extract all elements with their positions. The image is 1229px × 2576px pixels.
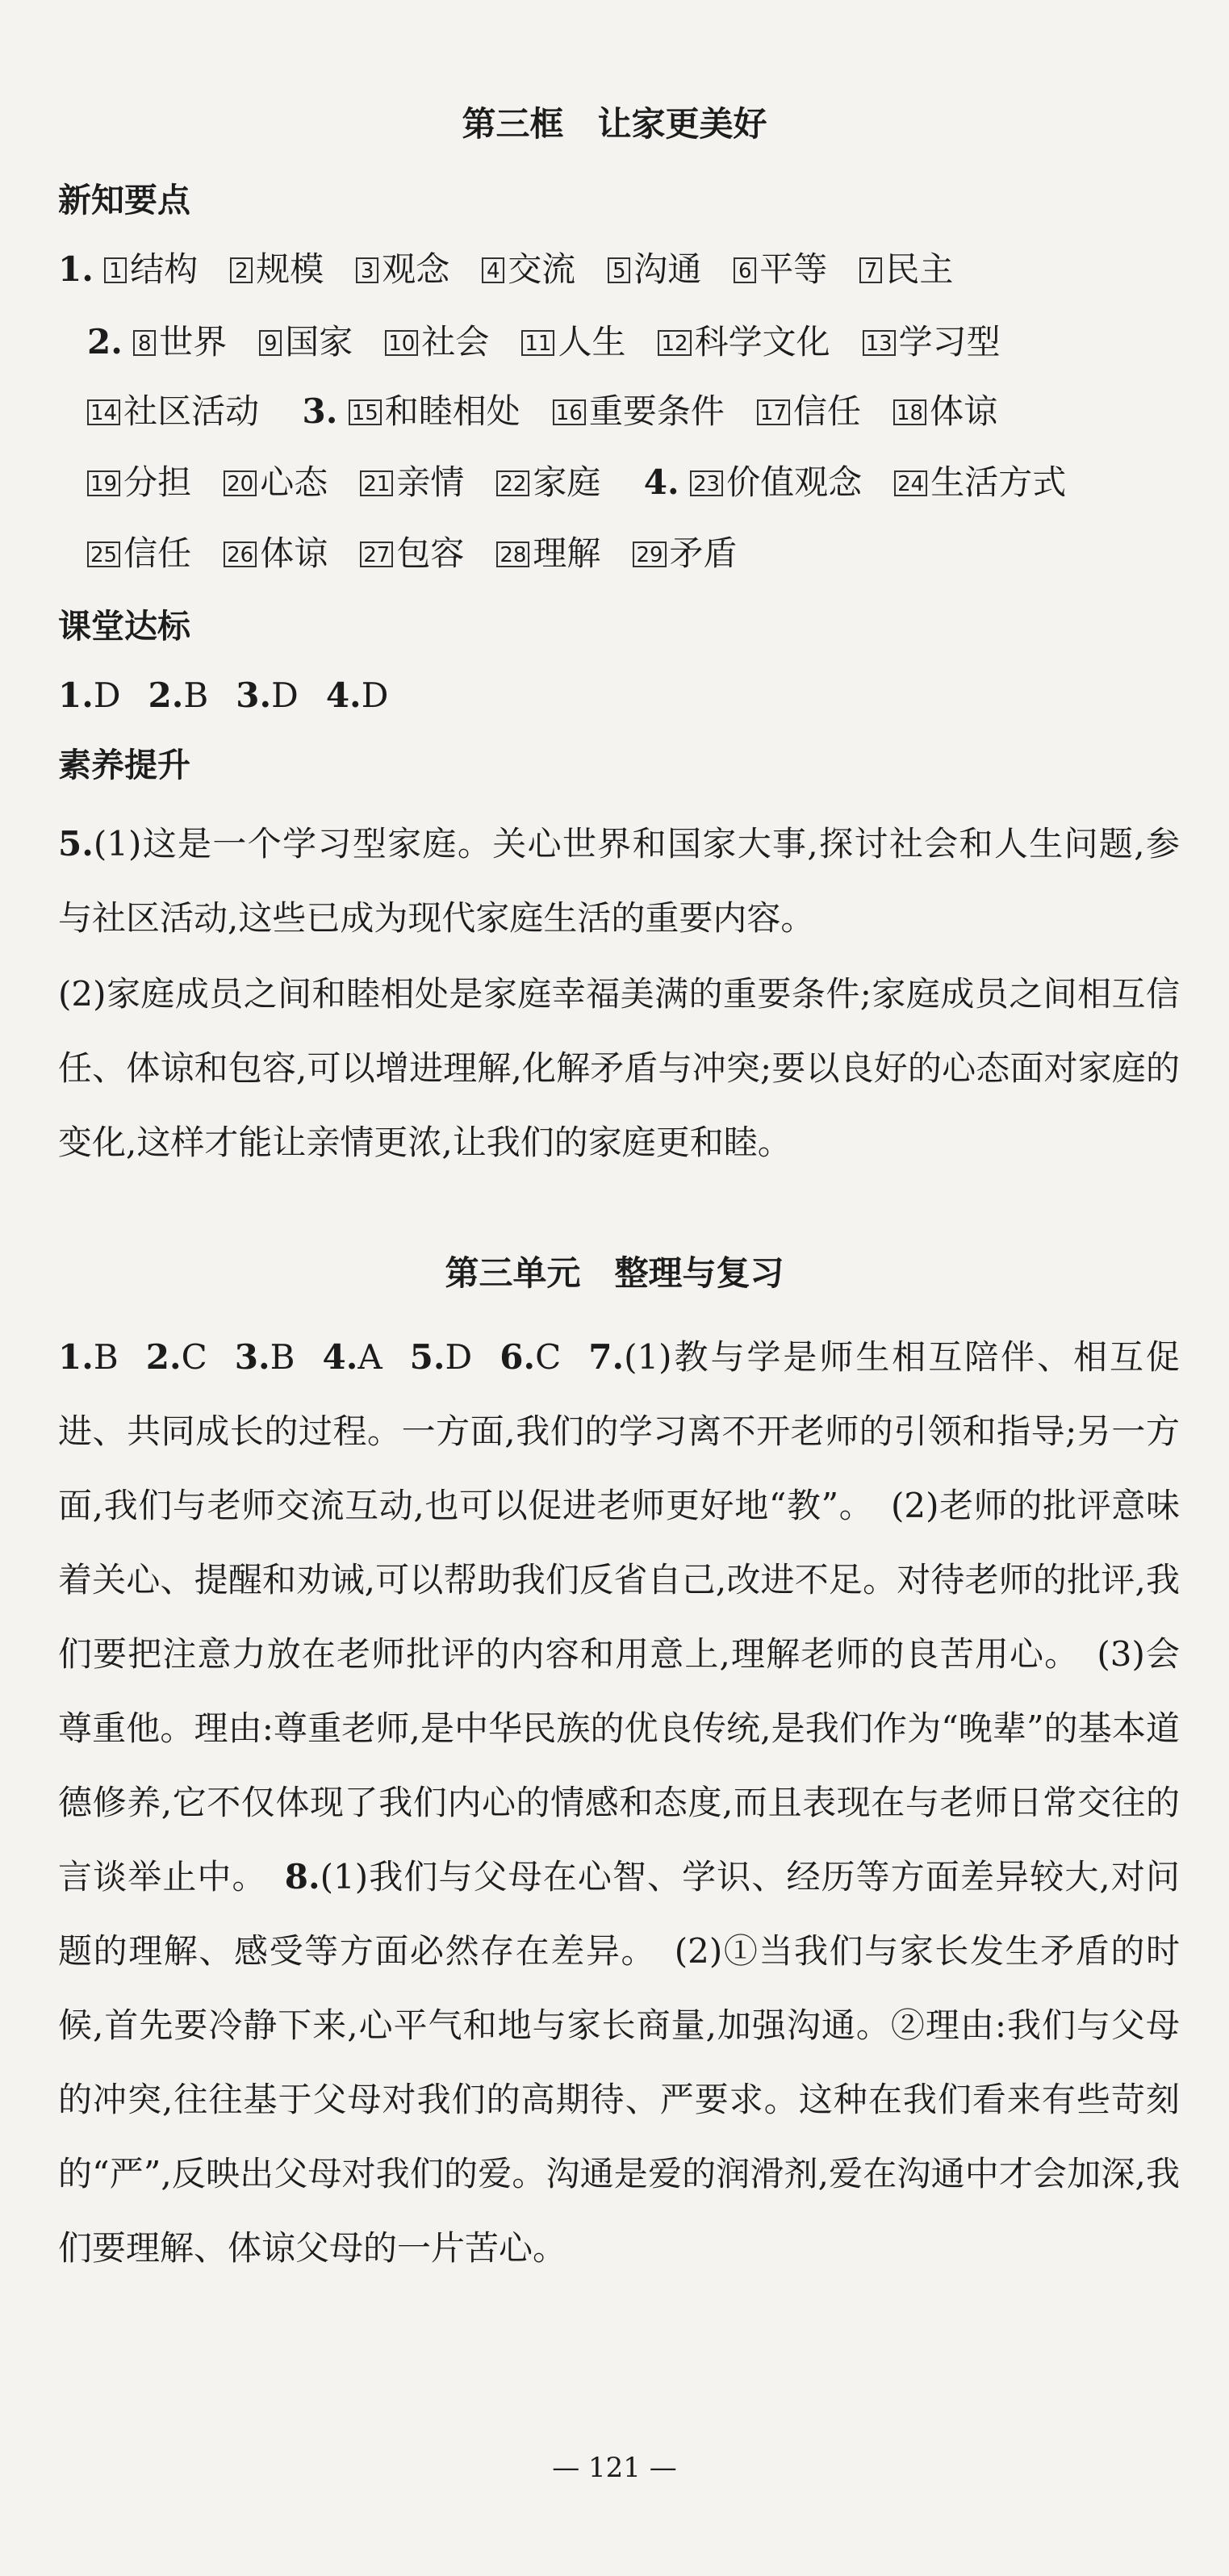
blank-number-box: 17	[757, 399, 790, 425]
q3-items	[349, 391, 1030, 431]
blank-number-box: 20	[224, 470, 257, 496]
blank-number-box: 25	[87, 542, 120, 567]
choice-number: 1.	[58, 675, 94, 715]
choice-answer	[58, 1320, 119, 1395]
blank-number-box: 18	[893, 399, 926, 425]
blank-answer-text: 国家	[285, 322, 353, 362]
choice-number: 6.	[500, 1337, 536, 1377]
blank-answer	[633, 533, 737, 575]
blank-answer-text: 信任	[793, 391, 862, 431]
blank-answer	[863, 321, 1001, 363]
unit-title: 第三单元 整理与复习	[445, 1253, 784, 1293]
choice-number: 5.	[409, 1337, 445, 1377]
unit-mc-answers	[58, 1337, 588, 1377]
blank-number-box: 9	[259, 330, 282, 356]
blank-answer	[893, 391, 997, 433]
blank-number-box: 14	[87, 399, 120, 425]
choice-number: 3.	[236, 675, 272, 715]
q1-items	[104, 249, 985, 289]
unit-review	[58, 1320, 1180, 2285]
blank-number-box: 15	[349, 399, 382, 425]
blank-answer	[87, 462, 191, 504]
blank-number-box: 1	[104, 257, 127, 283]
blank-number-box: 5	[608, 257, 630, 283]
q5-number: 5.	[58, 824, 94, 864]
blank-answer-text: 科学文化	[694, 322, 830, 362]
blank-answer-text: 规模	[256, 249, 324, 289]
blank-answer-text: 重要条件	[588, 391, 725, 431]
blank-answer	[658, 321, 830, 363]
blank-answer-text: 沟通	[633, 249, 702, 289]
choice-answer	[148, 675, 209, 717]
choice-letter: D	[361, 675, 389, 715]
choice-letter: C	[181, 1337, 207, 1377]
ketang-answers	[58, 675, 1180, 717]
q3-items-cont	[87, 462, 633, 502]
blank-answer-text: 人生	[558, 322, 626, 362]
blank-answer-text: 体谅	[260, 533, 328, 573]
q3-number: 3.	[302, 391, 338, 431]
blank-answer	[224, 462, 328, 504]
blank-answer	[859, 249, 953, 291]
blank-answer	[230, 249, 324, 291]
choice-number: 2.	[145, 1337, 182, 1377]
blank-answer-text: 学习型	[898, 322, 1001, 362]
blank-number-box: 8	[133, 330, 156, 356]
blank-answer-text: 民主	[885, 249, 954, 289]
blank-answer-text: 亲情	[396, 462, 465, 502]
heading-xinzhi: 新知要点	[58, 181, 190, 220]
blank-answer	[360, 462, 464, 504]
section-title: 第三框 让家更美好	[462, 104, 767, 144]
choice-number: 2.	[148, 675, 184, 715]
blank-answer-text: 社区活动	[123, 391, 260, 431]
blank-answer-text: 心态	[260, 462, 328, 502]
blank-number-box: 2	[230, 257, 253, 283]
blank-answer	[87, 533, 191, 575]
q4-items	[690, 462, 1098, 502]
heading-ketang: 课堂达标	[58, 607, 190, 646]
blank-answer	[349, 391, 520, 433]
q8-text: (1)我们与父母在心智、学识、经历等方面差异较大,对问题的理解、感受等方面必然存在差异。 (2)①当我们与家长发生矛盾的时候,首先要冷静下来,心平气和地与家长商量,加强沟通。②理由:我们与父母的冲突,往往基于父母对我们的高期待、严要求。这种在我们看来有些苛刻的“严”,反映出父母对我们的爱。沟通是爱的润滑剂,爱在沟通中才会加深,我们要理解、体谅父母的一片苦心。	[58, 1857, 1180, 2268]
blank-answer-text: 价值观念	[726, 462, 863, 502]
blank-answer-text: 交流	[508, 249, 576, 289]
blank-answer-text: 世界	[159, 322, 228, 362]
q1-number: 1.	[58, 249, 94, 289]
choice-letter: D	[271, 675, 299, 715]
blank-answer	[608, 249, 701, 291]
choice-answer	[236, 675, 299, 717]
blank-number-box: 4	[482, 257, 504, 283]
blank-number-box: 27	[360, 542, 393, 567]
blank-answer-text: 平等	[759, 249, 828, 289]
blank-number-box: 21	[360, 470, 393, 496]
blank-number-box: 28	[496, 542, 529, 567]
blank-answer	[521, 321, 625, 363]
choice-answer	[146, 1320, 207, 1395]
page-number: — 121 —	[552, 2452, 677, 2484]
q2-number: 2.	[87, 322, 123, 362]
blank-answer	[757, 391, 861, 433]
choice-answer	[235, 1320, 295, 1395]
blank-number-box: 23	[690, 470, 723, 496]
blank-answer-text: 家庭	[533, 462, 601, 502]
blank-number-box: 29	[633, 542, 666, 567]
q2-items	[133, 322, 1032, 362]
choice-letter: B	[270, 1337, 295, 1377]
blank-number-box: 26	[224, 542, 257, 567]
blank-answer-text: 结构	[130, 249, 199, 289]
blank-number-box: 16	[553, 399, 586, 425]
q5-part1-text: (1)这是一个学习型家庭。关心世界和国家大事,探讨社会和人生问题,参与社区活动,这些已成为现代家庭生活的重要内容。	[58, 824, 1180, 938]
q4-number: 4.	[643, 462, 679, 502]
blank-number-box: 19	[87, 470, 120, 496]
blank-answer	[133, 321, 227, 363]
choice-letter: D	[93, 675, 121, 715]
blank-number-box: 7	[859, 257, 882, 283]
blank-answer-text: 和睦相处	[384, 391, 520, 431]
choice-answer	[58, 675, 121, 717]
q2-q3-line	[87, 391, 1209, 433]
blank-answer	[104, 249, 198, 291]
choice-number: 3.	[234, 1337, 270, 1377]
blank-answer	[496, 533, 600, 575]
choice-answer	[322, 1320, 382, 1395]
blank-answer	[496, 462, 600, 504]
blank-answer	[259, 321, 353, 363]
q2-line	[87, 321, 1209, 363]
blank-number-box: 12	[658, 330, 691, 356]
choice-answer	[410, 1320, 473, 1395]
blank-number-box: 24	[894, 470, 927, 496]
q2-items-cont	[87, 391, 291, 431]
blank-answer	[224, 533, 328, 575]
blank-number-box: 10	[385, 330, 418, 356]
suyang-q5-part2: (2)家庭成员之间和睦相处是家庭幸福美满的重要条件;家庭成员之间相互信任、体谅和包容,可以增进理解,化解矛盾与冲突;要以良好的心态面对家庭的变化,这样才能让亲情更浓,让我们的家庭更和睦。	[58, 974, 1180, 1162]
choice-letter: D	[445, 1337, 473, 1377]
blank-answer	[734, 249, 827, 291]
blank-answer-text: 社会	[421, 322, 490, 362]
blank-answer	[385, 321, 489, 363]
blank-answer-text: 矛盾	[669, 533, 738, 573]
blank-number-box: 11	[521, 330, 554, 356]
blank-answer	[690, 462, 862, 504]
blank-number-box: 3	[356, 257, 378, 283]
heading-suyang: 素养提升	[58, 746, 190, 784]
blank-answer-text: 信任	[123, 533, 192, 573]
blank-answer-text: 生活方式	[930, 462, 1067, 502]
choice-answer	[500, 1320, 561, 1395]
choice-number: 1.	[58, 1337, 94, 1377]
choice-letter: B	[93, 1337, 119, 1377]
choice-letter: B	[183, 675, 209, 715]
choice-letter: C	[535, 1337, 562, 1377]
q3-q4-line	[87, 462, 1209, 504]
choice-letter: A	[357, 1337, 382, 1377]
q7-text: (1)教与学是师生相互陪伴、相互促进、共同成长的过程。一方面,我们的学习离不开老师的引领和指导;另一方面,我们与老师交流互动,也可以促进老师更好地“教”。 (2)老师的批评意味着关心、提醒和劝诫,可以帮助我们反省自己,改进不足。对待老师的批评,我们要把注意力放在老师批评的内容和用意上,理解老师的良苦用心。 (3)会尊重他。理由:尊重老师,是中华民族的优良传统,是我们作为“晚辈”的基本道德修养,它不仅体现了我们内心的情感和态度,而且表现在与老师日常交往的言谈举止中。	[58, 1337, 1180, 1896]
blank-number-box: 22	[496, 470, 529, 496]
blank-answer	[356, 249, 449, 291]
choice-number: 4.	[322, 1337, 358, 1377]
blank-answer-text: 包容	[396, 533, 465, 573]
blank-answer	[360, 533, 464, 575]
choice-number: 4.	[325, 675, 362, 715]
q7-number: 7.	[588, 1337, 625, 1377]
blank-answer-text: 体谅	[930, 391, 998, 431]
suyang-q5-part1	[58, 807, 1180, 956]
blank-answer	[894, 462, 1066, 504]
blank-number-box: 6	[734, 257, 756, 283]
blank-answer	[482, 249, 575, 291]
choice-answer	[326, 675, 389, 717]
blank-answer-text: 理解	[533, 533, 601, 573]
q4-line-cont	[87, 533, 1209, 575]
blank-answer	[553, 391, 725, 433]
blank-number-box: 13	[863, 330, 896, 356]
blank-answer	[87, 391, 259, 433]
blank-answer-text: 分担	[123, 462, 192, 502]
q4-items-cont	[87, 533, 770, 573]
blank-answer-text: 观念	[382, 249, 450, 289]
q1-line	[58, 249, 1180, 291]
q8-number: 8.	[284, 1857, 320, 1896]
